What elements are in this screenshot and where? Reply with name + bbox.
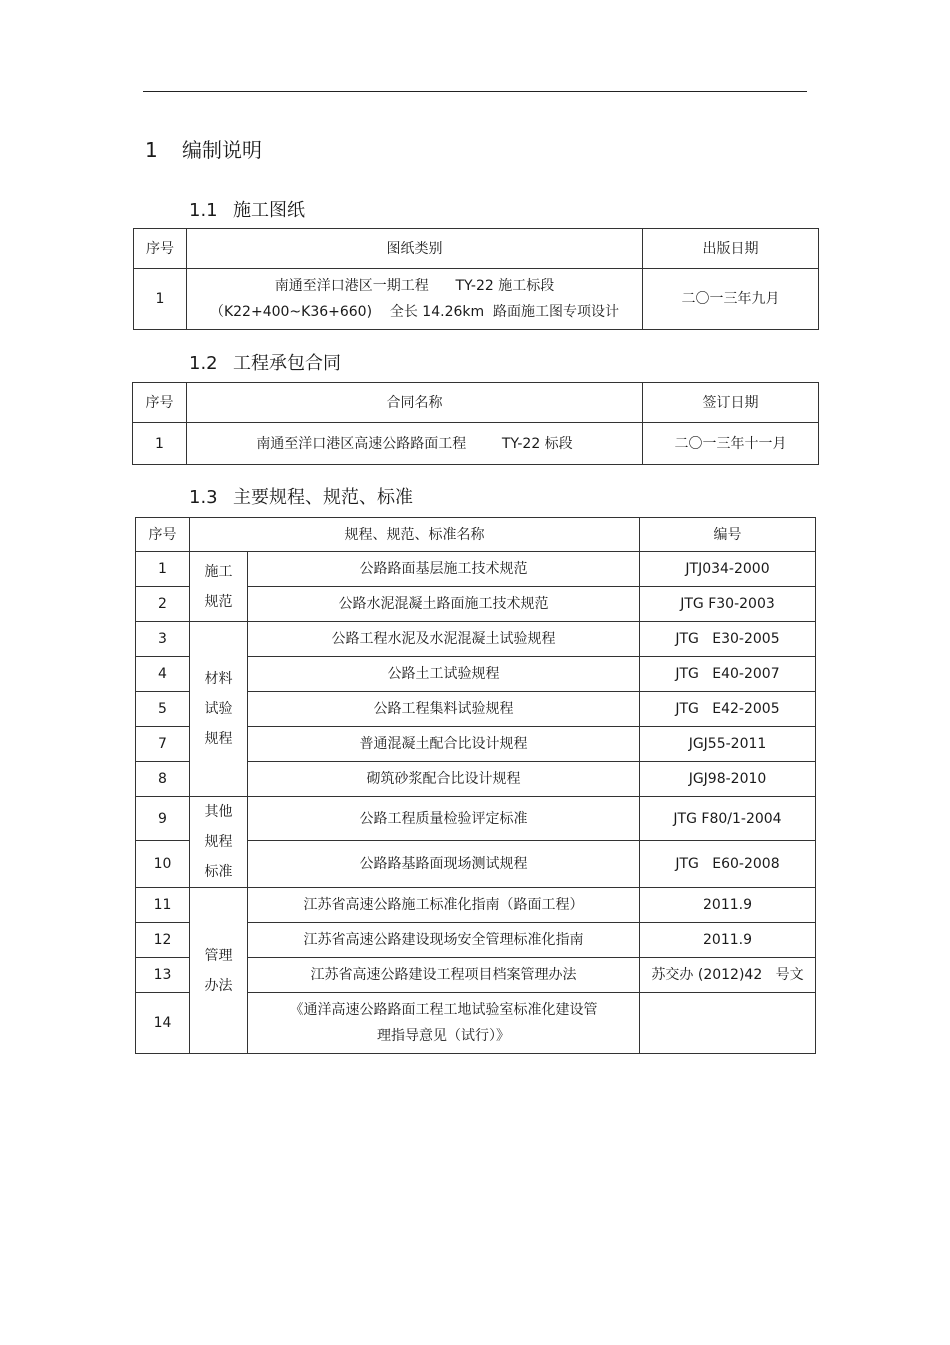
- header-cell: 序号: [133, 383, 187, 423]
- table-row: [133, 423, 819, 465]
- row-number: 13: [136, 958, 190, 993]
- row-number: 11: [136, 888, 190, 923]
- standard-code: JTG E60-2008: [640, 841, 816, 888]
- category-management: [190, 888, 248, 1054]
- table-row: [136, 622, 816, 657]
- contract-name: 南通至洋口港区高速公路路面工程 TY-22 标段: [187, 423, 643, 465]
- standard-code: 苏交办 (2012)42 号文: [640, 958, 816, 993]
- standard-name: [248, 993, 640, 1054]
- table-row: [136, 552, 816, 587]
- header-cell: 编号: [640, 518, 816, 552]
- standard-name: 江苏省高速公路施工标准化指南（路面工程）: [248, 888, 640, 923]
- table-header-row: [136, 518, 816, 552]
- standard-name: 公路工程质量检验评定标准: [248, 797, 640, 841]
- table-header-row: [133, 383, 819, 423]
- standard-code: [640, 993, 816, 1054]
- drawings-table: [133, 228, 819, 330]
- standard-name: 公路工程水泥及水泥混凝土试验规程: [248, 622, 640, 657]
- standards-table: [135, 517, 816, 1054]
- row-number: 7: [136, 727, 190, 762]
- row-number: 14: [136, 993, 190, 1054]
- drawing-category-line: 南通至洋口港区一期工程 TY-22 施工标段: [274, 278, 555, 294]
- table-row: [136, 797, 816, 841]
- table-row: [136, 888, 816, 923]
- category-line: 其他: [204, 804, 233, 820]
- section-number: 1.1: [189, 200, 218, 221]
- category-line: 施工: [204, 563, 233, 580]
- category-line: 试验: [204, 701, 233, 717]
- standard-code: JTJ034-2000: [640, 552, 816, 587]
- section-number: 1.3: [189, 487, 218, 508]
- section-title: 工程承包合同: [233, 353, 341, 374]
- standard-name-line: 《通洋高速公路路面工程工地试验室标准化建设管: [289, 1002, 598, 1018]
- header-cell: 签订日期: [643, 383, 819, 423]
- row-number: 10: [136, 841, 190, 888]
- category-line: 规范: [204, 593, 233, 610]
- standard-code: JTG E30-2005: [640, 622, 816, 657]
- category-construction: [190, 552, 248, 622]
- standard-code: JTG E42-2005: [640, 692, 816, 727]
- contract-table: [132, 382, 819, 465]
- section-title: 施工图纸: [233, 200, 305, 221]
- section-number: 1: [145, 138, 158, 162]
- row-number: 1: [133, 423, 187, 465]
- standard-code: 2011.9: [640, 923, 816, 958]
- section-title: 主要规程、规范、标准: [233, 487, 413, 508]
- row-number: 12: [136, 923, 190, 958]
- standard-code: JTG F80/1-2004: [640, 797, 816, 841]
- header-cell: 合同名称: [187, 383, 643, 423]
- standard-name: 公路水泥混凝土路面施工技术规范: [248, 587, 640, 622]
- category-line: 办法: [204, 977, 233, 994]
- drawing-category: [187, 269, 643, 330]
- category-line: 规程: [204, 731, 233, 747]
- standard-code: JTG E40-2007: [640, 657, 816, 692]
- section-heading-1: [145, 134, 262, 163]
- category-line: 材料: [204, 671, 233, 687]
- row-number: 1: [136, 552, 190, 587]
- row-number: 1: [134, 269, 187, 330]
- section-heading-1-2: [189, 349, 341, 375]
- sign-date: 二〇一三年十一月: [643, 423, 819, 465]
- standard-code: JGJ55-2011: [640, 727, 816, 762]
- category-line: 标准: [204, 864, 233, 880]
- publish-date: 二〇一三年九月: [643, 269, 819, 330]
- standard-name: 砌筑砂浆配合比设计规程: [248, 762, 640, 797]
- standard-name: 普通混凝土配合比设计规程: [248, 727, 640, 762]
- category-line: 规程: [204, 834, 233, 850]
- standard-code: JTG F30-2003: [640, 587, 816, 622]
- table-row: [134, 269, 819, 330]
- standard-code: 2011.9: [640, 888, 816, 923]
- standard-name: 公路路面基层施工技术规范: [248, 552, 640, 587]
- standard-name: 公路路基路面现场测试规程: [248, 841, 640, 888]
- header-cell: 规程、规范、标准名称: [190, 518, 640, 552]
- section-heading-1-1: [189, 196, 305, 222]
- row-number: 8: [136, 762, 190, 797]
- header-cell: 出版日期: [643, 229, 819, 269]
- standard-name: 公路工程集料试验规程: [248, 692, 640, 727]
- category-other: [190, 797, 248, 888]
- header-cell: 图纸类别: [187, 229, 643, 269]
- standard-name: 江苏省高速公路建设工程项目档案管理办法: [248, 958, 640, 993]
- section-number: 1.2: [189, 353, 218, 374]
- row-number: 4: [136, 657, 190, 692]
- category-material: [190, 622, 248, 797]
- standard-name-line: 理指导意见（试行）》: [377, 1028, 510, 1044]
- section-title: 编制说明: [182, 138, 262, 162]
- drawing-category-line: （K22+400~K36+660) 全长 14.26km 路面施工图专项设计: [209, 304, 620, 320]
- header-rule: [143, 91, 807, 92]
- row-number: 5: [136, 692, 190, 727]
- category-line: 管理: [204, 947, 233, 964]
- header-cell: 序号: [134, 229, 187, 269]
- row-number: 3: [136, 622, 190, 657]
- section-heading-1-3: [189, 483, 413, 509]
- table-header-row: [134, 229, 819, 269]
- standard-name: 江苏省高速公路建设现场安全管理标准化指南: [248, 923, 640, 958]
- standard-name: 公路土工试验规程: [248, 657, 640, 692]
- header-cell: 序号: [136, 518, 190, 552]
- standard-code: JGJ98-2010: [640, 762, 816, 797]
- row-number: 2: [136, 587, 190, 622]
- row-number: 9: [136, 797, 190, 841]
